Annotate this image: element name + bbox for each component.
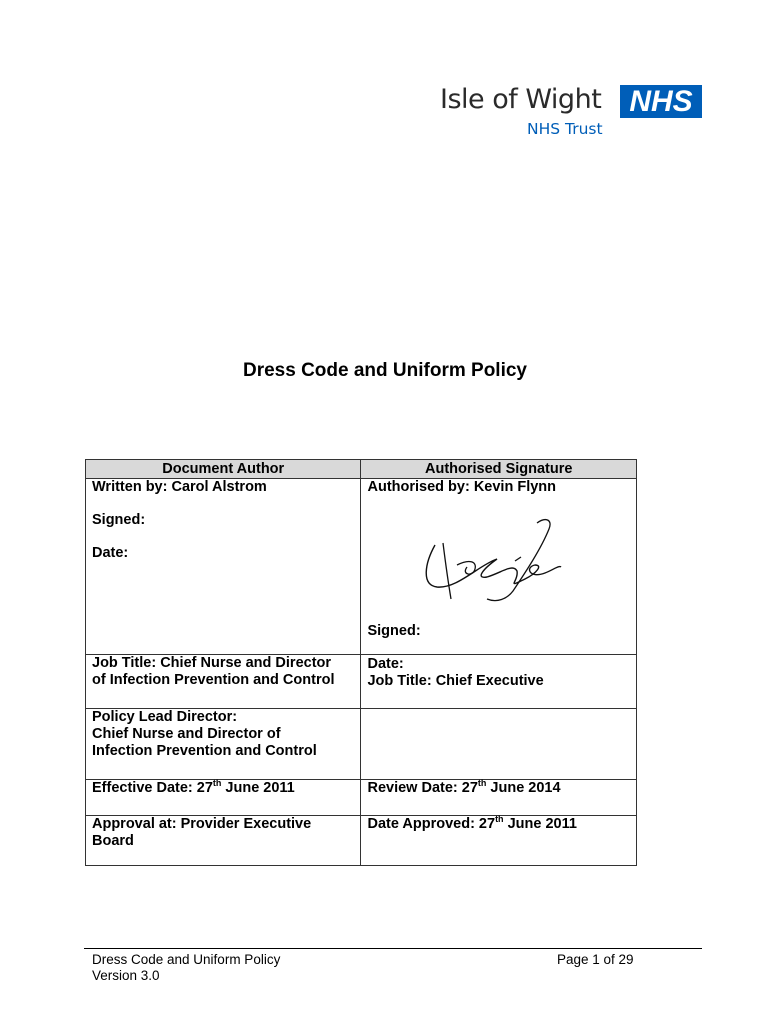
trust-label: NHS Trust [527, 120, 603, 138]
authoriser-cell [361, 479, 637, 672]
effective-date-sup: th [212, 778, 222, 789]
footer-doc-info [92, 952, 280, 984]
date-approved-text: Date Approved: 27 [367, 816, 496, 832]
effective-date [86, 780, 361, 816]
table-row-job-titles [86, 655, 637, 709]
table-row-dates [86, 780, 637, 816]
author-column-header: Document Author [86, 460, 361, 479]
author-date-label: Date: [92, 545, 129, 561]
authorised-by: Authorised by: Kevin Flynn [367, 479, 556, 495]
policy-lead-cell [86, 709, 361, 780]
approval-at [86, 816, 361, 866]
author-job-title [86, 655, 361, 709]
nhs-trust-logo [440, 80, 702, 142]
handwritten-signature [417, 515, 567, 607]
date-approved [361, 816, 637, 866]
authoriser-signed-label: Signed: [367, 623, 421, 639]
table-row-policy-lead [86, 709, 637, 780]
authoriser-job-title-text: Job Title: Chief Executive [367, 673, 544, 689]
author-cell [86, 479, 361, 655]
table-row-approval [86, 816, 637, 866]
policy-lead-line2: Chief Nurse and Director of [92, 726, 281, 742]
table-row-signatures [86, 479, 637, 655]
footer-version: Version 3.0 [92, 968, 160, 983]
author-job-title-line1: Job Title: Chief Nurse and Director [92, 655, 332, 671]
document-info-table [85, 459, 637, 866]
policy-lead-line3: Infection Prevention and Control [92, 743, 317, 759]
signature-column-header: Authorised Signature [361, 460, 637, 479]
approval-line1: Approval at: Provider Executive [92, 816, 312, 832]
footer-divider [84, 948, 702, 949]
org-name: Isle of Wight [440, 84, 602, 115]
author-job-title-line2: of Infection Prevention and Control [92, 672, 335, 688]
footer-doc-name: Dress Code and Uniform Policy [92, 952, 281, 967]
document-title: Dress Code and Uniform Policy [242, 360, 527, 381]
author-signed-label: Signed: [92, 512, 146, 528]
table-header-row [86, 460, 637, 479]
effective-date-text: Effective Date: 27 [92, 780, 213, 796]
approval-line2: Board [92, 833, 134, 849]
written-by: Written by: Carol Alstrom [92, 479, 267, 495]
page-number: Page 1 of 29 [557, 952, 634, 967]
review-date-sup: th [477, 778, 487, 789]
review-date-suffix: June 2014 [486, 780, 561, 796]
date-approved-suffix: June 2011 [503, 816, 577, 832]
authoriser-date-label: Date: [367, 656, 404, 672]
date-approved-sup: th [495, 814, 504, 825]
empty-cell [361, 709, 637, 780]
nhs-badge: NHS [620, 85, 702, 118]
policy-lead-label: Policy Lead Director: [92, 709, 238, 725]
review-date [361, 780, 637, 816]
effective-date-suffix: June 2011 [221, 780, 295, 796]
review-date-text: Review Date: 27 [367, 780, 478, 796]
